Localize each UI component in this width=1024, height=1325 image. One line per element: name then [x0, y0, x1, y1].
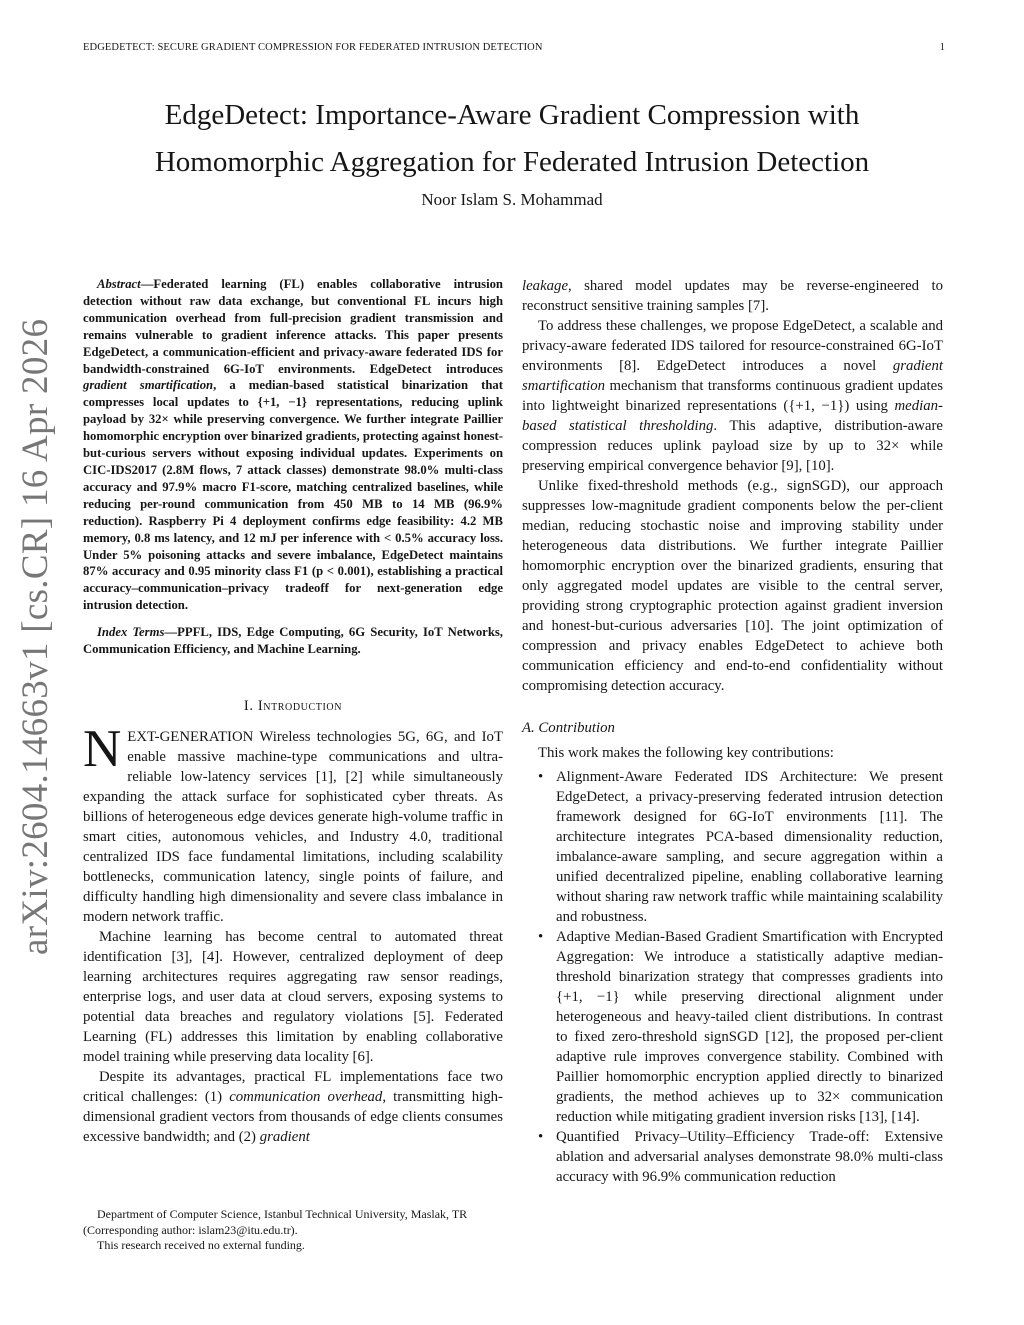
right-emphasis-2: median-based statistical thresholding: [522, 398, 943, 434]
abstract-lead: Abstract: [97, 277, 141, 291]
intro-text-3a: Despite its advantages, practical FL implementations face two critical challenges: (1): [83, 1068, 503, 1105]
right-emphasis-1: gradient smartification: [522, 358, 943, 394]
drop-cap: N: [83, 719, 122, 778]
list-item: • Quantified Privacy–Utility–Efficiency Trade-off: Extensive ablation and adversarial analyses demonstrate 98.0% multi-class accuracy with 96.9% communication reduction: [522, 1127, 943, 1187]
arxiv-identifier[interactable]: arXiv:2604.14663v1 [cs.CR] 16 Apr 2026: [15, 318, 56, 955]
contribution-body: [522, 743, 943, 763]
abstract-text-b: , a median-based statistical binarization that compresses local updates to {+1, −1} representations, reducing uplink payload by 32× while preserving convergence. We further integrate Paillier homomorphic encryption over binarized gradients, protecting against honest-but-curious servers without exposing individual updates. Experiments on CIC-IDS2017 (2.8M flows, 7 attack classes) demonstrate 98.0% multi-class accuracy and 97.9% macro F1-score, matching centralized baselines, while reducing per-round communication from 450 MB to 14 MB (96.9% reduction). Raspberry Pi 4 deployment confirms edge feasibility: 4.2 MB memory, 0.8 ms latency, and 12 mJ per inference with < 0.5% accuracy loss. Under 5% poisoning attacks and severe imbalance, EdgeDetect maintains 87% accuracy and 0.95 minority class F1 (p < 0.001), establishing a practical accuracy–communication–privacy tradeoff for next-generation edge intrusion detection.: [83, 378, 503, 613]
section-numeral: I.: [243, 697, 258, 714]
intro-text-1: Wireless technologies 5G, 6G, and IoT enable massive machine-type communications and ultra-reliable low-latency services [1], [2] while simultaneously expanding the attack surface for sophisticated cyber threats. As billions of heterogeneous edge devices generate high-volume traffic in smart cities, autonomous vehicles, and Industry 4.0, traditional centralized IDS face fundamental limitations, including scalability bottlenecks, communication latency, single points of failure, and difficulty handling high dimensionality and severe class imbalance in modern network traffic.: [83, 728, 503, 925]
contribution-intro: This work makes the following key contributions:: [538, 745, 834, 761]
abstract: [83, 276, 503, 614]
running-header: [83, 42, 945, 53]
right-text-2a: To address these challenges, we propose EdgeDetect, a scalable and privacy-aware federated IDS tailored for resource-constrained 6G-IoT environments [8]. EdgeDetect introduces a novel: [522, 318, 943, 374]
intro-paragraph-1: [83, 719, 503, 927]
abstract-text-a: —Federated learning (FL) enables collaborative intrusion detection without raw data exchange, but conventional FL incurs high communication overhead from full-precision gradient transmission and remains vulnerable to gradient inference attacks. This paper presents EdgeDetect, a communication-efficient and privacy-aware federated IDS for bandwidth-constrained 6G-IoT environments. EdgeDetect introduces: [83, 277, 503, 376]
right-column: [522, 276, 943, 1187]
subsection-heading-contribution: A. Contribution: [522, 720, 615, 736]
right-text-2b: mechanism that transforms continuous gradient updates into lightweight binarized representations ({+1, −1}) using: [522, 378, 943, 414]
index-terms-text: —PPFL, IDS, Edge Computing, 6G Security, IoT Networks, Communication Efficiency, and Machine Learning.: [83, 625, 503, 657]
intro-caps: EXT-GENERATION: [127, 728, 254, 745]
right-text-2c: . This adaptive, distribution-aware compression reduces uplink payload size by up to 32× while preserving empirical convergence behavior [9], [10].: [522, 418, 943, 474]
page-number: 1: [939, 42, 945, 53]
abstract-emphasis: gradient smartification: [83, 378, 214, 393]
list-item: • Alignment-Aware Federated IDS Architecture: We present EdgeDetect, a privacy-preserving federated intrusion detection framework designed for 6G-IoT environments [11]. The architecture integrates PCA-based dimensionality reduction, imbalance-aware sampling, and secure aggregation within a unified decentralized pipeline, enabling collaborative learning without sharing raw network traffic while maintaining scalability and robustness.: [522, 767, 943, 927]
paper-title: [0, 92, 1024, 186]
footnote-funding: This research received no external funding.: [97, 1238, 305, 1253]
right-paragraph-3: Unlike fixed-threshold methods (e.g., signSGD), our approach suppresses low-magnitude gradient components below the per-client median, reducing stochastic noise and improving stability under heterogeneous data distributions. We further integrate Paillier homomorphic encryption over the binarized gradients, ensuring that only aggregated model updates are visible to the central server, providing strong cryptographic protection against gradient inversion and honest-but-curious adversaries [10]. The joint optimization of compression and privacy enables EdgeDetect to achieve both communication efficiency and end-to-end confidentiality without compromising detection accuracy.: [522, 478, 943, 694]
author-name: Noor Islam S. Mohammad: [421, 190, 603, 209]
section-heading-introduction: [83, 698, 503, 715]
intro-paragraph-2: Machine learning has become central to automated threat identification [3], [4]. However, centralized deployment of deep learning architectures requires aggregating raw sensor readings, enterprise logs, and user data at cloud servers, exposing systems to potential data breaches and regulatory violations [5]. Federated Learning (FL) addresses this limitation by enabling collaborative model training while preserving data locality [6].: [83, 928, 503, 1065]
footnote: [83, 1207, 503, 1254]
footnote-affiliation: Department of Computer Science, Istanbul Technical University, Maslak, TR (Corresponding author: islam23@itu.edu.tr).: [83, 1207, 468, 1237]
introduction-body: [83, 719, 503, 1147]
intro-text-3b: , transmitting high-dimensional gradient vectors from thousands of edge clients consumes excessive bandwidth; and (2): [83, 1088, 503, 1145]
right-body: [522, 276, 943, 696]
intro-emphasis-1: communication overhead: [229, 1088, 383, 1105]
continued-emphasis: leakage: [522, 278, 569, 294]
contribution-list: [522, 767, 943, 1187]
left-column: [83, 276, 503, 1147]
index-terms-lead: Index Terms: [97, 625, 165, 640]
intro-paragraph-3: [83, 1067, 503, 1147]
running-title: EDGEDETECT: SECURE GRADIENT COMPRESSION FOR FEDERATED INTRUSION DETECTION: [83, 42, 543, 53]
list-item: • Adaptive Median-Based Gradient Smartification with Encrypted Aggregation: We introduce a statistically adaptive median-threshold binarization strategy that compresses gradients into {+1, −1} while preserving directional alignment under heterogeneous and heavy-tailed client distributions. In contrast to fixed zero-threshold signSGD [12], the proposed per-client adaptive rule improves convergence stability. Combined with Paillier homomorphic encryption applied directly to binarized gradients, the method achieves up to 32× communication reduction while mitigating gradient inversion risks [13], [14].: [522, 927, 943, 1127]
continued-paragraph: [522, 276, 943, 316]
continued-text: , shared model updates may be reverse-engineered to reconstruct sensitive training samples [7].: [522, 278, 943, 314]
title-line-1: EdgeDetect: Importance-Aware Gradient Compression with: [164, 99, 860, 131]
intro-emphasis-2: gradient: [259, 1128, 310, 1145]
index-terms: [83, 624, 503, 658]
right-paragraph-2: [522, 316, 943, 476]
abstract-paragraph: [83, 276, 503, 614]
title-line-2: Homomorphic Aggregation for Federated Intrusion Detection: [154, 146, 870, 178]
section-title: Introduction: [257, 697, 343, 714]
